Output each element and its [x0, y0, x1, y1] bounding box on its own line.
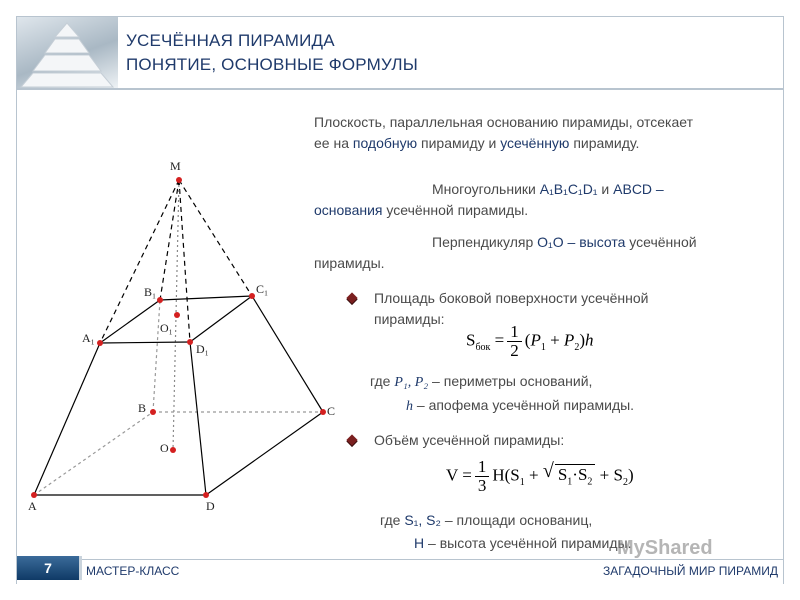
volume-where-2: H – высота усечённой пирамиды.	[414, 535, 632, 551]
label-M: M	[170, 159, 181, 173]
lateral-where-2: h – апофема усечённой пирамиды.	[406, 397, 635, 414]
truncated-pyramid-diagram	[20, 150, 340, 510]
footer-right-text: ЗАГАДОЧНЫЙ МИР ПИРАМИД	[603, 564, 778, 578]
volume-formula: V = $\frac{1}{3}$ $H(S_1$ + √ $S_1\cdot S_2 + S_2$)	[446, 458, 634, 495]
lateral-area-formula: $S_{бок}$ = $\frac{1}{2}$ $(P_1 + P_2)h$	[466, 322, 594, 360]
height-paragraph: Перпендикуляр O₁O – высота усечённой пирамиды.	[314, 234, 697, 271]
volume-where-1: где S₁, S₂ – площади основаниц,	[380, 512, 593, 528]
bases-paragraph: Многоугольники A₁B₁C₁D₁ и ABCD – основания усечённой пирамиды.	[314, 181, 664, 218]
header-separator	[17, 88, 783, 90]
title-line-2: ПОНЯТИЕ, ОСНОВНЫЕ ФОРМУЛЫ	[126, 55, 419, 74]
intro-paragraph: Плоскость, параллельная основанию пирамиды, отсекает ее на подобную пирамиду и усечённую пирамиду.	[314, 114, 693, 151]
label-D: D	[206, 499, 215, 510]
truncated-word: усечённую	[500, 135, 570, 151]
page-number: 7	[17, 556, 82, 580]
label-O1: O₁	[160, 321, 173, 335]
label-B: B	[138, 401, 147, 415]
volume-heading: Объём усечённой пирамиды:	[374, 432, 565, 448]
title-bar	[118, 17, 783, 88]
footer-left-text: МАСТЕР-КЛАСС	[86, 564, 180, 578]
lateral-where-1: где P₁, P₂ – периметры оснований,	[370, 373, 593, 390]
label-C: C	[327, 404, 336, 418]
label-B1: B₁	[144, 285, 157, 299]
title-line-1: УСЕЧЁННАЯ ПИРАМИДА	[126, 31, 335, 50]
label-D1: D₁	[196, 342, 209, 356]
label-O: O	[160, 441, 169, 455]
similar-word: подобную	[352, 135, 418, 151]
label-A: A	[28, 499, 37, 510]
label-A1: A₁	[82, 331, 95, 345]
lateral-heading: Площадь боковой поверхности усечённой пирамиды:	[374, 290, 649, 327]
pyramid-logo	[17, 17, 118, 88]
watermark: MyShared	[617, 537, 713, 559]
label-C1: C₁	[256, 282, 269, 296]
